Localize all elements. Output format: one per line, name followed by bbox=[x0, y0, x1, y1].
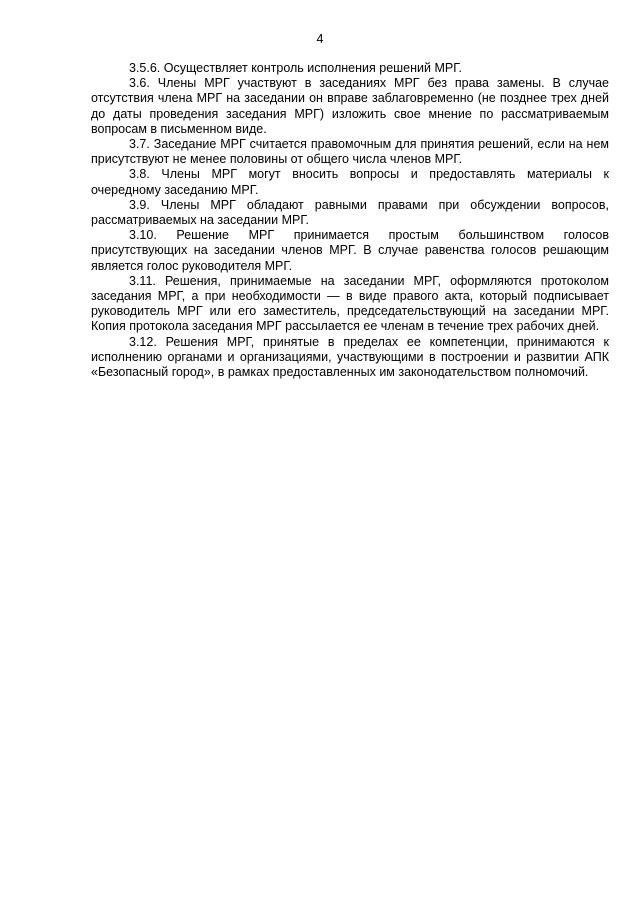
paragraph-3-12: 3.12. Решения МРГ, принятые в пределах ее компетенции, принимаются к исполнению органами и организациями, участвующими в построении и развитии АПК «Безопасный город», в рамках предоставленных им законодательством полномочий. bbox=[91, 334, 609, 380]
paragraph-3-10: 3.10. Решение МРГ принимается простым большинством голосов присутствующих на заседании членов МРГ. В случае равенства голосов решающим является голос руководителя МРГ. bbox=[91, 228, 609, 273]
page-number: 4 bbox=[316, 32, 324, 46]
paragraph-3-7: 3.7. Заседание МРГ считается правомочным для принятия решений, если на нем присутствуют не менее половины от общего числа членов МРГ. bbox=[91, 137, 609, 167]
paragraph-3-8: 3.8. Члены МРГ могут вносить вопросы и предоставлять материалы к очередному заседанию МРГ. bbox=[91, 167, 609, 197]
paragraph-3-5-6: 3.5.6. Осуществляет контроль исполнения решений МРГ. bbox=[129, 61, 462, 75]
document-body bbox=[91, 61, 609, 380]
paragraph-3-6: 3.6. Члены МРГ участвуют в заседаниях МРГ без права замены. В случае отсутствия члена МРГ на заседании он вправе заблаговременно (не позднее трех дней до даты проведения заседания МРГ) изложить свое мнение по рассматриваемым вопросам в письменном виде. bbox=[91, 76, 609, 136]
paragraph-3-11: 3.11. Решения, принимаемые на заседании МРГ, оформляются протоколом заседания МРГ, а при необходимости — в виде правого акта, который подписывает руководитель МРГ или его заместитель, председательствующий на заседании МРГ. Копия протокола заседания МРГ рассылается ее членам в течение трех рабочих дней. bbox=[91, 273, 609, 334]
paragraph-3-9: 3.9. Члены МРГ обладают равными правами при обсуждении вопросов, рассматриваемых на заседании МРГ. bbox=[91, 197, 609, 228]
